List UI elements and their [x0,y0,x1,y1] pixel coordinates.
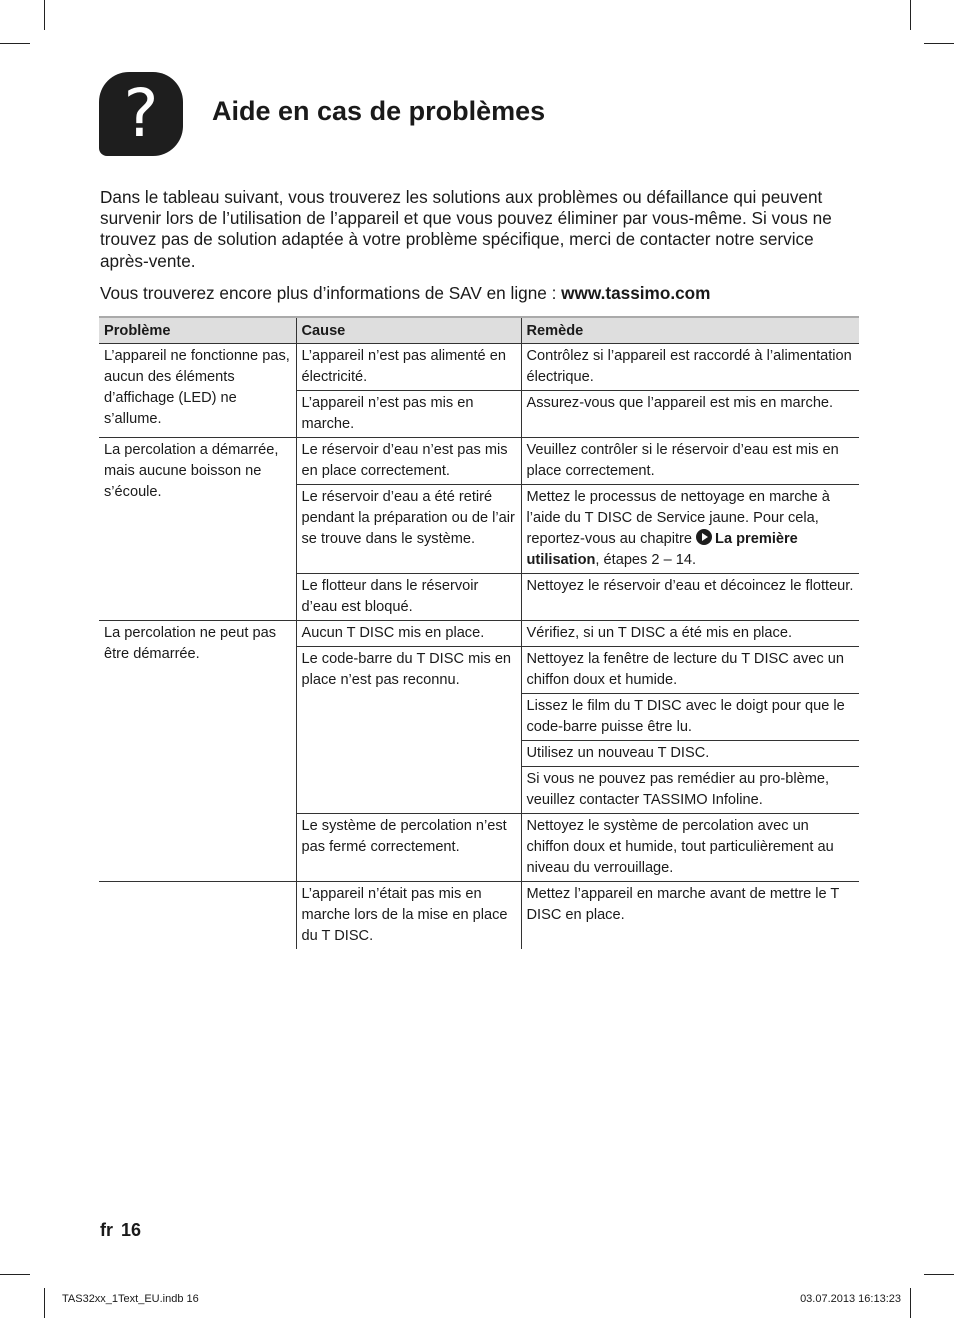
table-row [99,344,859,391]
question-mark-glyph: ? [123,75,159,152]
cause-cell: Le flotteur dans le réservoir d’eau est bloqué. [296,574,521,621]
remedy-cell: Vérifiez, si un T DISC a été mis en place. [521,621,859,647]
print-slug-date: 03.07.2013 16:13:23 [800,1293,901,1305]
remedy-cell [521,485,859,574]
crop-mark [910,1288,911,1318]
remedy-cell: Nettoyez le système de percolation avec un chiffon doux et humide, tout particulièrement au niveau du verrouillage. [521,814,859,882]
cause-cell: L’appareil n’est pas mis en marche. [296,391,521,438]
crop-mark [44,0,45,30]
problem-cell: La percolation ne peut pas être démarrée. [99,621,296,882]
table-header-row [99,317,859,344]
page-number: 16 [121,1220,142,1240]
crop-mark [924,43,954,44]
intro-paragraph: Dans le tableau suivant, vous trouverez les solutions aux problèmes ou défaillance qui peuvent survenir lors de l’utilisation de l’appareil et que vous pouvez éliminer par vous-même. Si vous ne trouvez pas de solution adaptée à votre problème spécifique, merci de contacter notre service après-vente. [100,187,832,271]
sav-text: Vous trouverez encore plus d’informations de SAV en ligne : [100,283,562,303]
crop-mark [0,1274,30,1275]
sav-link[interactable]: www.tassimo.com [561,283,711,303]
problem-cell-empty [99,882,296,950]
sav-line [100,283,710,304]
problem-cell: La percolation a démarrée, mais aucune boisson ne s’écoule. [99,438,296,621]
page-title: Aide en cas de problèmes [212,96,546,126]
table-row [99,621,859,647]
cause-cell: Aucun T DISC mis en place. [296,621,521,647]
crop-mark [0,43,30,44]
problem-cell: L’appareil ne fonctionne pas, aucun des éléments d’affichage (LED) ne s’allume. [99,344,296,438]
remedy-steps: , étapes 2 – 14. [595,552,697,568]
page-footer [100,1220,141,1241]
remedy-cell: Contrôlez si l’appareil est raccordé à l’alimentation électrique. [521,344,859,391]
play-arrow-icon [696,529,712,545]
remedy-cell: Lissez le film du T DISC avec le doigt pour que le code-barre puisse être lu. [521,694,859,741]
chapter-reference-link[interactable]: La première utilisation [526,531,798,568]
cause-cell: Le réservoir d’eau n’est pas mis en place correctement. [296,438,521,485]
crop-mark [44,1288,45,1318]
table-row [99,882,859,950]
remedy-cell: Si vous ne pouvez pas remédier au pro-blème, veuillez contacter TASSIMO Infoline. [521,767,859,814]
column-header-probleme: Problème [99,317,296,344]
column-header-cause: Cause [296,317,521,344]
remedy-cell: Nettoyez la fenêtre de lecture du T DISC avec un chiffon doux et humide. [521,647,859,694]
cause-cell: Le code-barre du T DISC mis en place n’est pas reconnu. [296,647,521,814]
remedy-text: Mettez le processus de nettoyage en marche à l’aide du T DISC de Service jaune. Pour cela, reportez-vous au chapitre [526,489,830,547]
remedy-cell: Mettez l’appareil en marche avant de mettre le T DISC en place. [521,882,859,950]
cause-cell: L’appareil n’était pas mis en marche lors de la mise en place du T DISC. [296,882,521,950]
column-header-remede: Remède [521,317,859,344]
print-slug-file: TAS32xx_1Text_EU.indb 16 [62,1293,199,1305]
crop-mark [910,0,911,30]
cause-cell: Le système de percolation n’est pas fermé correctement. [296,814,521,882]
cause-cell: L’appareil n’est pas alimenté en électricité. [296,344,521,391]
crop-mark [924,1274,954,1275]
remedy-cell: Assurez-vous que l’appareil est mis en marche. [521,391,859,438]
troubleshooting-table [99,316,859,949]
remedy-cell: Nettoyez le réservoir d’eau et décoincez le flotteur. [521,574,859,621]
cause-cell: Le réservoir d’eau a été retiré pendant la préparation ou de l’air se trouve dans le système. [296,485,521,574]
language-code: fr [100,1220,113,1240]
remedy-cell: Veuillez contrôler si le réservoir d’eau est mis en place correctement. [521,438,859,485]
question-mark-icon [99,72,183,156]
remedy-cell: Utilisez un nouveau T DISC. [521,741,859,767]
table-row [99,438,859,485]
